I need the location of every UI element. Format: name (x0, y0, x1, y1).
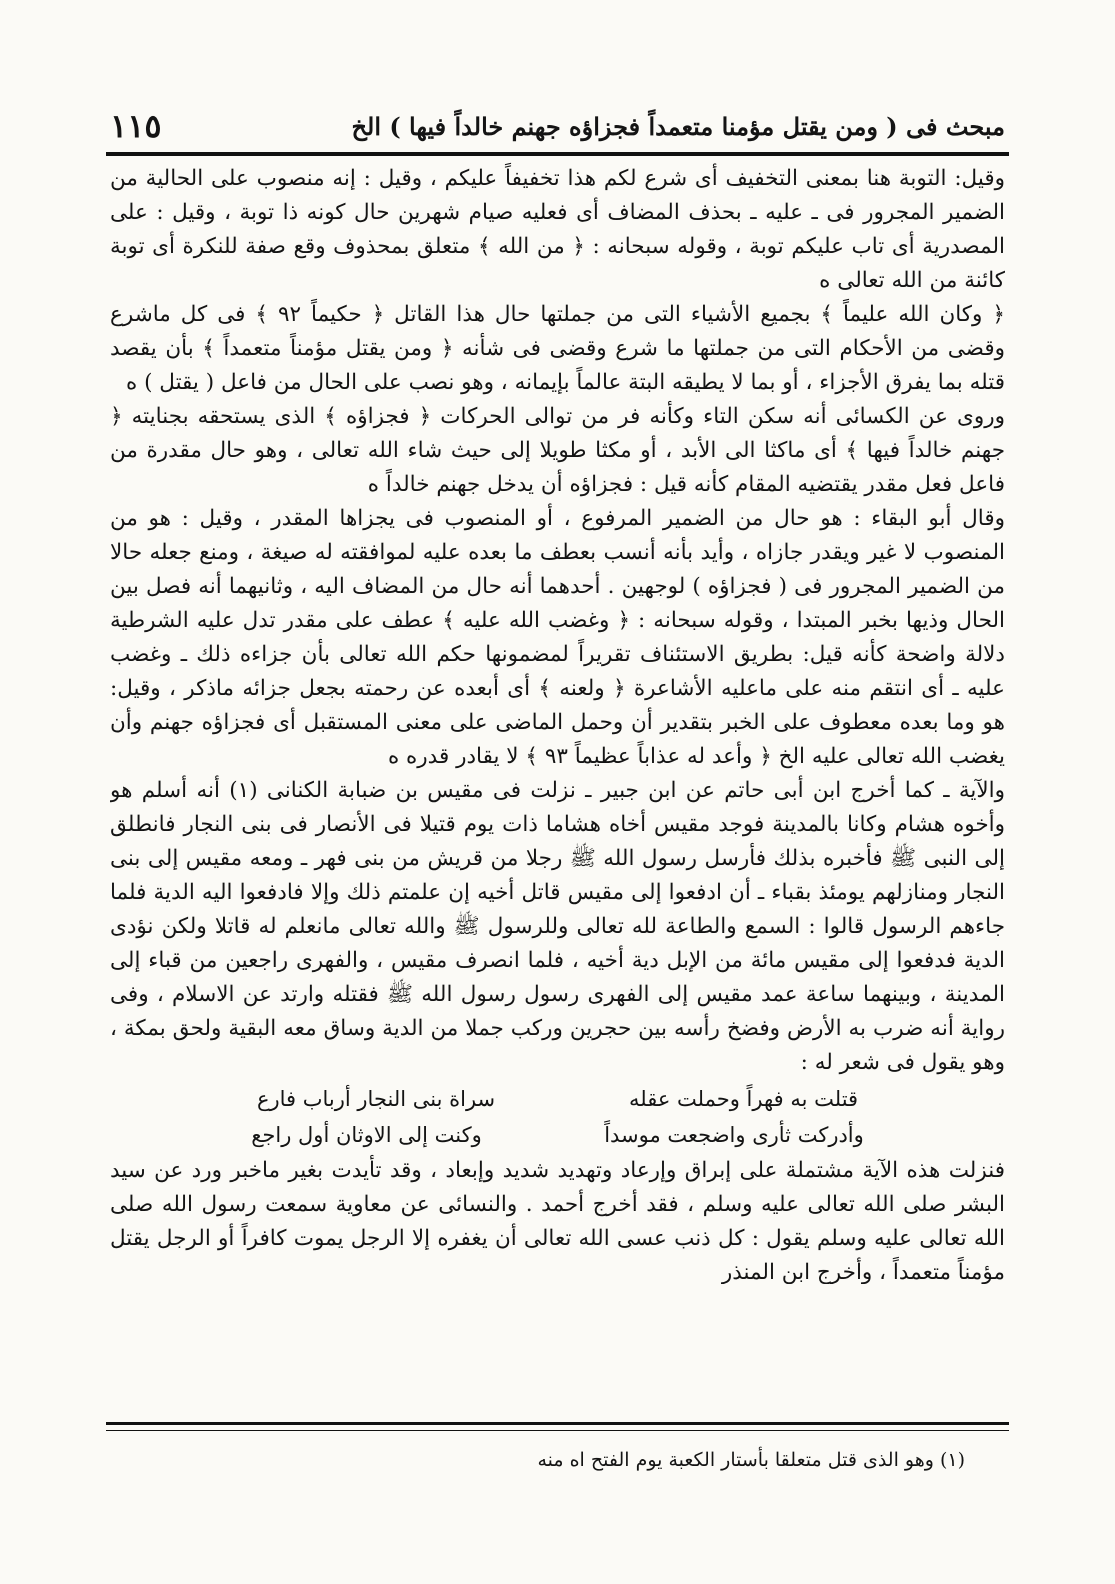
body-text (110, 162, 1005, 1284)
paragraph: وقال أبو البقاء : هو حال من الضمير المرفوع ، أو المنصوب فى يجزاها المقدر ، وقيل : هو من المنصوب لا غير ويقدر جازاه ، وأيد بأنه أنسب بعطف ما بعده عليه لموافقته له صيغة ، ومنع جعله حالا من الضمير المجرور فى ( فجزاؤه ) لوجهين . أحدهما أنه حال من المضاف اليه ، وثانيهما أنه فصل بين الحال وذيها بخبر المبتدا ، وقوله سبحانه : ﴿ وغضب الله عليه ﴾ عطف على مقدر تدل عليه الشرطية دلالة واضحة كأنه قيل: بطريق الاستئناف تقريراً لمضمونها حكم الله تعالى بأن جزاءه ذلك ـ وغضب عليه ـ أى انتقم منه على ماعليه الأشاعرة ﴿ ولعنه ﴾ أى أبعده عن رحمته بجعل جزائه ماذكر ، وقيل: هو وما بعده معطوف على الخبر بتقدير أن وحمل الماضى على معنى المستقبل أى فجزاؤه جهنم وأن يغضب الله تعالى عليه الخ ﴿ وأعد له عذاباً عظيماً ٩٣ ﴾ لا يقادر قدره ه (110, 506, 1005, 769)
poem-verse (190, 1118, 925, 1152)
footnote-rule (106, 1422, 1009, 1425)
page-header (110, 100, 1005, 152)
hemistich: وكنت إلى الاوثان أول راجع (251, 1123, 482, 1147)
paragraph: فنزلت هذه الآية مشتملة على إبراق وإرعاد وتهديد شديد وإبعاد ، وقد تأيدت بغير ماخبر ورد عن سيد البشر صلى الله تعالى عليه وسلم ، فقد أخرج أحمد . والنسائى عن معاوية سمعت رسول الله صلى الله تعالى عليه وسلم يقول : كل ذنب عسى الله تعالى أن يغفره إلا الرجل يموت كافراً أو الرجل يقتل مؤمناً متعمداً ، وأخرج ابن المنذر (110, 1158, 1005, 1284)
footnote: (١) وهو الذى قتل متعلقا بأستار الكعبة يوم الفتح اه منه (537, 1449, 965, 1471)
footnote-rule-thin (106, 1430, 1009, 1431)
header-rule (106, 152, 1009, 156)
paragraph: وروى عن الكسائى أنه سكن التاء وكأنه فر من توالى الحركات ﴿ فجزاؤه ﴾ الذى يستحقه بجنايته ﴿ جهنم خالداً فيها ﴾ أى ماكثا الى الأبد ، أو مكثا طويلا إلى حيث شاء الله تعالى ، وهو حال مقدرة من فاعل فعل مقدر يقتضيه المقام كأنه قيل : فجزاؤه أن يدخل جهنم خالداً ه (110, 404, 1005, 497)
poem-verse (190, 1082, 925, 1116)
page-number: ١١٥ (110, 107, 162, 145)
hemistich: وأدركت ثأرى واضجعت موسداً (604, 1123, 864, 1147)
paragraph: والآية ـ كما أخرج ابن أبى حاتم عن ابن جبير ـ نزلت فى مقيس بن ضبابة الكنانى (١) أنه أسلم هو وأخوه هشام وكانا بالمدينة فوجد مقيس أخاه هشاما ذات يوم قتيلا فى الأنصار فى بنى النجار فانطلق إلى النبى ﷺ فأخبره بذلك فأرسل رسول الله ﷺ رجلا من قريش من بنى فهر ـ ومعه مقيس إلى بنى النجار ومنازلهم يومئذ بقباء ـ أن ادفعوا إلى مقيس قاتل أخيه إن علمتم ذلك وإلا فادفعوا اليه الدية فلما جاءهم الرسول قالوا : السمع والطاعة لله تعالى وللرسول ﷺ والله تعالى مانعلم له قاتلا ولكن نؤدى الدية فدفعوا إلى مقيس مائة من الإبل دية أخيه ، فلما انصرف مقيس ، والفهرى راجعين من قباء إلى المدينة ، وبينهما ساعة عمد مقيس إلى الفهرى رسول رسول الله ﷺ فقتله وارتد عن الاسلام ، وفى رواية أنه ضرب به الأرض وفضخ رأسه بين حجرين وركب جملا من الدية وساق معه البقية ولحق بمكة ، وهو يقول فى شعر له : (110, 778, 1005, 1075)
paragraph: ﴿ وكان الله عليماً ﴾ بجميع الأشياء التى من جملتها حال هذا القاتل ﴿ حكيماً ٩٢ ﴾ فى كل ماشرع وقضى من الأحكام التى من جملتها ما شرع وقضى فى شأنه ﴿ ومن يقتل مؤمناً متعمداً ﴾ بأن يقصد قتله بما يفرق الأجزاء ، أو بما لا يطيقه البتة عالماً بإيمانه ، وهو نصب على الحال من فاعل ( يقتل ) ه (110, 302, 1005, 395)
hemistich: قتلت به فهراً وحملت عقله (628, 1087, 859, 1111)
paragraph: وقيل: التوبة هنا بمعنى التخفيف أى شرع لكم هذا تخفيفاً عليكم ، وقيل : إنه منصوب على الحالية من الضمير المجرور فى ـ عليه ـ بحذف المضاف أى فعليه صيام شهرين حال كونه ذا توبة ، وقيل : على المصدرية أى تاب عليكم توبة ، وقوله سبحانه : ﴿ من الله ﴾ متعلق بمحذوف وقع صفة للنكرة أى توبة كائنة من الله تعالى ه (110, 166, 1005, 293)
hemistich: سراة بنى النجار أرباب فارع (256, 1087, 496, 1111)
running-title: مبحث فى ( ومن يقتل مؤمنا متعمداً فجزاؤه جهنم خالداً فيها ) الخ (351, 111, 1005, 141)
